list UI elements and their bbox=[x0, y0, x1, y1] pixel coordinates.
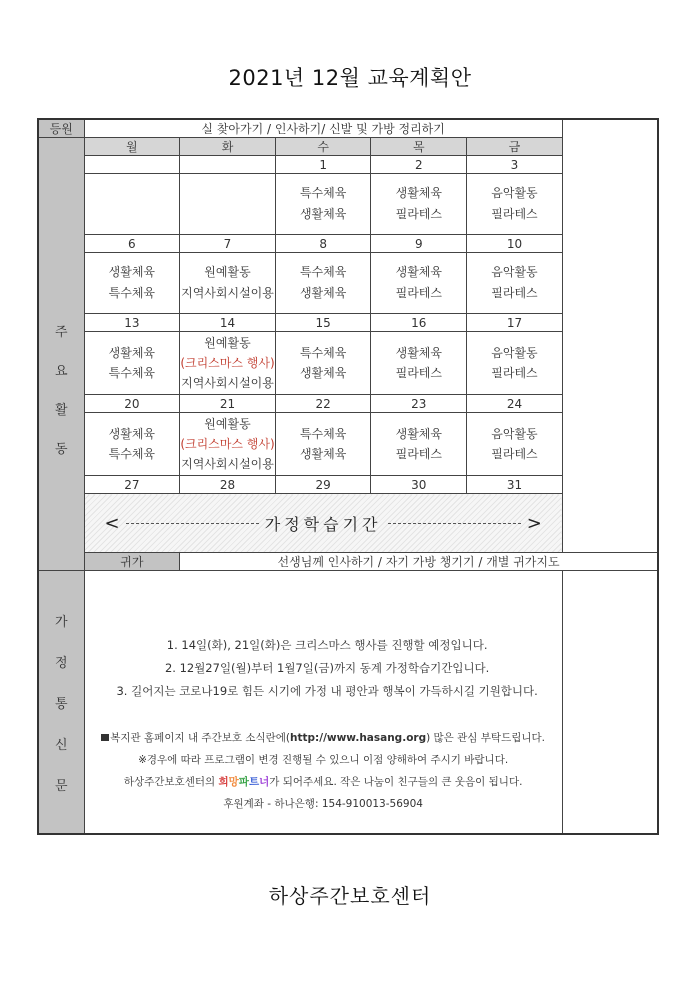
label-char: 문 bbox=[54, 778, 68, 794]
date-cell: 21 bbox=[180, 395, 276, 413]
label-char: 통 bbox=[54, 696, 68, 712]
program-change-notice: ※경우에 따라 프로그램이 변경 진행될 수 있으니 이점 양해하여 주시기 바랍니다. bbox=[138, 753, 509, 766]
activity-item: 특수체육 bbox=[108, 366, 156, 380]
right-arrow-icon: > bbox=[526, 512, 542, 534]
label-char: 주 bbox=[54, 325, 68, 340]
hope-partner-label bbox=[218, 776, 269, 788]
homepage-notice-suffix: ) 많은 관심 부탁드립니다. bbox=[426, 731, 545, 744]
partner-notice bbox=[85, 771, 562, 793]
date-cell: 9 bbox=[371, 235, 467, 253]
date-cell: 30 bbox=[371, 476, 467, 494]
activity-cell bbox=[275, 174, 371, 235]
date-cell: 27 bbox=[84, 476, 180, 494]
home-study-period-block bbox=[84, 494, 562, 553]
dashed-line bbox=[388, 523, 521, 524]
activity-item: 음악활동 bbox=[491, 186, 538, 200]
date-cell: 24 bbox=[467, 395, 563, 413]
activity-item: 생활체육 bbox=[108, 265, 156, 279]
activity-item: 음악활동 bbox=[491, 427, 538, 441]
date-cell: 22 bbox=[275, 395, 371, 413]
date-cell: 20 bbox=[84, 395, 180, 413]
activity-cell bbox=[371, 253, 467, 314]
weekday-fri: 금 bbox=[467, 138, 563, 156]
label-char: 요 bbox=[54, 364, 68, 379]
label-char: 동 bbox=[54, 442, 68, 457]
activity-item: 지역사회시설이용 bbox=[181, 286, 274, 300]
activity-cell bbox=[467, 413, 563, 476]
activity-item: 음악활동 bbox=[491, 265, 538, 279]
activity-cell bbox=[275, 413, 371, 476]
weekday-thu: 목 bbox=[371, 138, 467, 156]
date-cell: 16 bbox=[371, 314, 467, 332]
activity-item: 필라테스 bbox=[491, 447, 538, 461]
activity-item: 특수체육 bbox=[299, 265, 347, 279]
activity-cell bbox=[467, 332, 563, 395]
date-cell: 17 bbox=[467, 314, 563, 332]
date-cell: 6 bbox=[84, 235, 180, 253]
newsletter-label bbox=[38, 571, 84, 835]
activity-cell bbox=[371, 174, 467, 235]
activity-item: 지역사회시설이용 bbox=[181, 376, 274, 390]
activity-item: 생활체육 bbox=[299, 366, 347, 380]
date-cell: 14 bbox=[180, 314, 276, 332]
activity-item: 생활체육 bbox=[395, 265, 442, 279]
activity-item: 생활체육 bbox=[108, 346, 156, 360]
date-cell: 28 bbox=[180, 476, 276, 494]
activity-cell bbox=[180, 332, 276, 395]
partner-char: 트 bbox=[248, 775, 260, 788]
partner-notice-suffix: 가 되어주세요. 작은 나눔이 친구들의 큰 웃음이 됩니다. bbox=[269, 775, 523, 788]
label-char: 정 bbox=[54, 655, 68, 671]
activity-item: 생활체육 bbox=[299, 447, 347, 461]
activity-cell bbox=[84, 174, 180, 235]
activity-item: 생활체육 bbox=[395, 186, 442, 200]
homepage-notice bbox=[85, 727, 562, 749]
date-cell: 31 bbox=[467, 476, 563, 494]
date-cell bbox=[84, 156, 180, 174]
activity-item: 생활체육 bbox=[108, 427, 156, 441]
date-cell: 8 bbox=[275, 235, 371, 253]
departure-text: 선생님께 인사하기 / 자기 가방 챙기기 / 개별 귀가지도 bbox=[180, 553, 658, 571]
newsletter-content bbox=[84, 571, 562, 835]
activity-item: 생활체육 bbox=[395, 346, 442, 360]
label-char: 신 bbox=[54, 737, 68, 753]
activity-cell bbox=[84, 413, 180, 476]
notice-list bbox=[93, 634, 562, 703]
donation-account: 후원계좌 - 하나은행: 154-910013-56904 bbox=[223, 797, 423, 810]
activity-cell bbox=[371, 332, 467, 395]
activity-item: 특수체육 bbox=[108, 286, 156, 300]
date-cell: 15 bbox=[275, 314, 371, 332]
christmas-event-label: (크리스마스 행사) bbox=[180, 356, 275, 370]
activity-item: 필라테스 bbox=[491, 207, 538, 221]
activity-item: 생활체육 bbox=[299, 286, 347, 300]
activity-item: 필라테스 bbox=[491, 286, 538, 300]
label-char: 활 bbox=[54, 403, 68, 418]
activity-cell bbox=[180, 174, 276, 235]
notice-item: 3. 길어지는 코로나19로 힘든 시기에 가정 내 평안과 행복이 가득하시길 기원합니다. bbox=[116, 683, 538, 698]
date-cell: 13 bbox=[84, 314, 180, 332]
activity-cell bbox=[467, 253, 563, 314]
activity-cell bbox=[371, 413, 467, 476]
document-title: 2021년 12월 교육계획안 bbox=[228, 66, 472, 90]
notice-item: 2. 12월27일(월)부터 1월7일(금)까지 동계 가정학습기간입니다. bbox=[164, 660, 490, 675]
activity-cell bbox=[275, 332, 371, 395]
activity-cell bbox=[467, 174, 563, 235]
activity-item: 특수체육 bbox=[299, 346, 347, 360]
date-cell: 10 bbox=[467, 235, 563, 253]
square-bullet-icon bbox=[101, 734, 109, 741]
date-cell: 23 bbox=[371, 395, 467, 413]
arrival-text: 실 찾아가기 / 인사하기/ 신발 및 가방 정리하기 bbox=[84, 119, 562, 138]
activity-item: 필라테스 bbox=[395, 286, 442, 300]
activity-item: 지역사회시설이용 bbox=[181, 457, 274, 471]
partner-char: 망 bbox=[228, 775, 239, 788]
notice-item: 1. 14일(화), 21일(화)은 크리스마스 행사를 진행할 예정입니다. bbox=[166, 637, 488, 652]
activity-cell bbox=[84, 332, 180, 395]
info-block bbox=[85, 727, 562, 815]
activity-item: 생활체육 bbox=[299, 207, 347, 221]
activity-item: 원예활동 bbox=[204, 265, 251, 279]
activity-item: 특수체육 bbox=[299, 186, 347, 200]
activity-cell bbox=[84, 253, 180, 314]
activity-item: 필라테스 bbox=[395, 366, 442, 380]
center-name: 하상주간보호센터 bbox=[268, 884, 432, 908]
homepage-notice-prefix: 복지관 홈페이지 내 주간보호 소식란에( bbox=[110, 731, 290, 744]
arrival-label: 등원 bbox=[38, 119, 84, 138]
education-plan-table bbox=[37, 118, 659, 835]
activity-item: 특수체육 bbox=[299, 427, 347, 441]
weekday-tue: 화 bbox=[180, 138, 276, 156]
date-cell: 3 bbox=[467, 156, 563, 174]
date-cell bbox=[180, 156, 276, 174]
date-cell: 2 bbox=[371, 156, 467, 174]
partner-notice-prefix: 하상주간보호센터의 bbox=[123, 775, 219, 788]
activity-cell bbox=[180, 253, 276, 314]
left-arrow-icon: < bbox=[104, 512, 120, 534]
activity-item: 필라테스 bbox=[395, 447, 442, 461]
christmas-event-label: (크리스마스 행사) bbox=[180, 437, 275, 451]
partner-char: 파 bbox=[238, 775, 249, 788]
activity-item: 필라테스 bbox=[395, 207, 442, 221]
activity-item: 원예활동 bbox=[204, 336, 251, 350]
partner-char: 희 bbox=[218, 775, 229, 788]
activity-item: 음악활동 bbox=[491, 346, 538, 360]
date-cell: 29 bbox=[275, 476, 371, 494]
departure-label: 귀가 bbox=[84, 553, 180, 571]
activity-cell bbox=[275, 253, 371, 314]
activity-item: 생활체육 bbox=[395, 427, 442, 441]
label-char: 가 bbox=[54, 614, 68, 630]
home-study-period-label: 가정학습기간 bbox=[264, 514, 382, 534]
homepage-link[interactable]: http://www.hasang.org bbox=[290, 731, 427, 744]
partner-char: 너 bbox=[259, 775, 270, 788]
dashed-line bbox=[126, 523, 259, 524]
main-activities-label bbox=[38, 138, 84, 571]
date-cell: 7 bbox=[180, 235, 276, 253]
weekday-mon: 월 bbox=[84, 138, 180, 156]
activity-item: 필라테스 bbox=[491, 366, 538, 380]
weekday-wed: 수 bbox=[275, 138, 371, 156]
activity-cell bbox=[180, 413, 276, 476]
activity-item: 원예활동 bbox=[204, 417, 251, 431]
date-cell: 1 bbox=[275, 156, 371, 174]
activity-item: 특수체육 bbox=[108, 447, 156, 461]
